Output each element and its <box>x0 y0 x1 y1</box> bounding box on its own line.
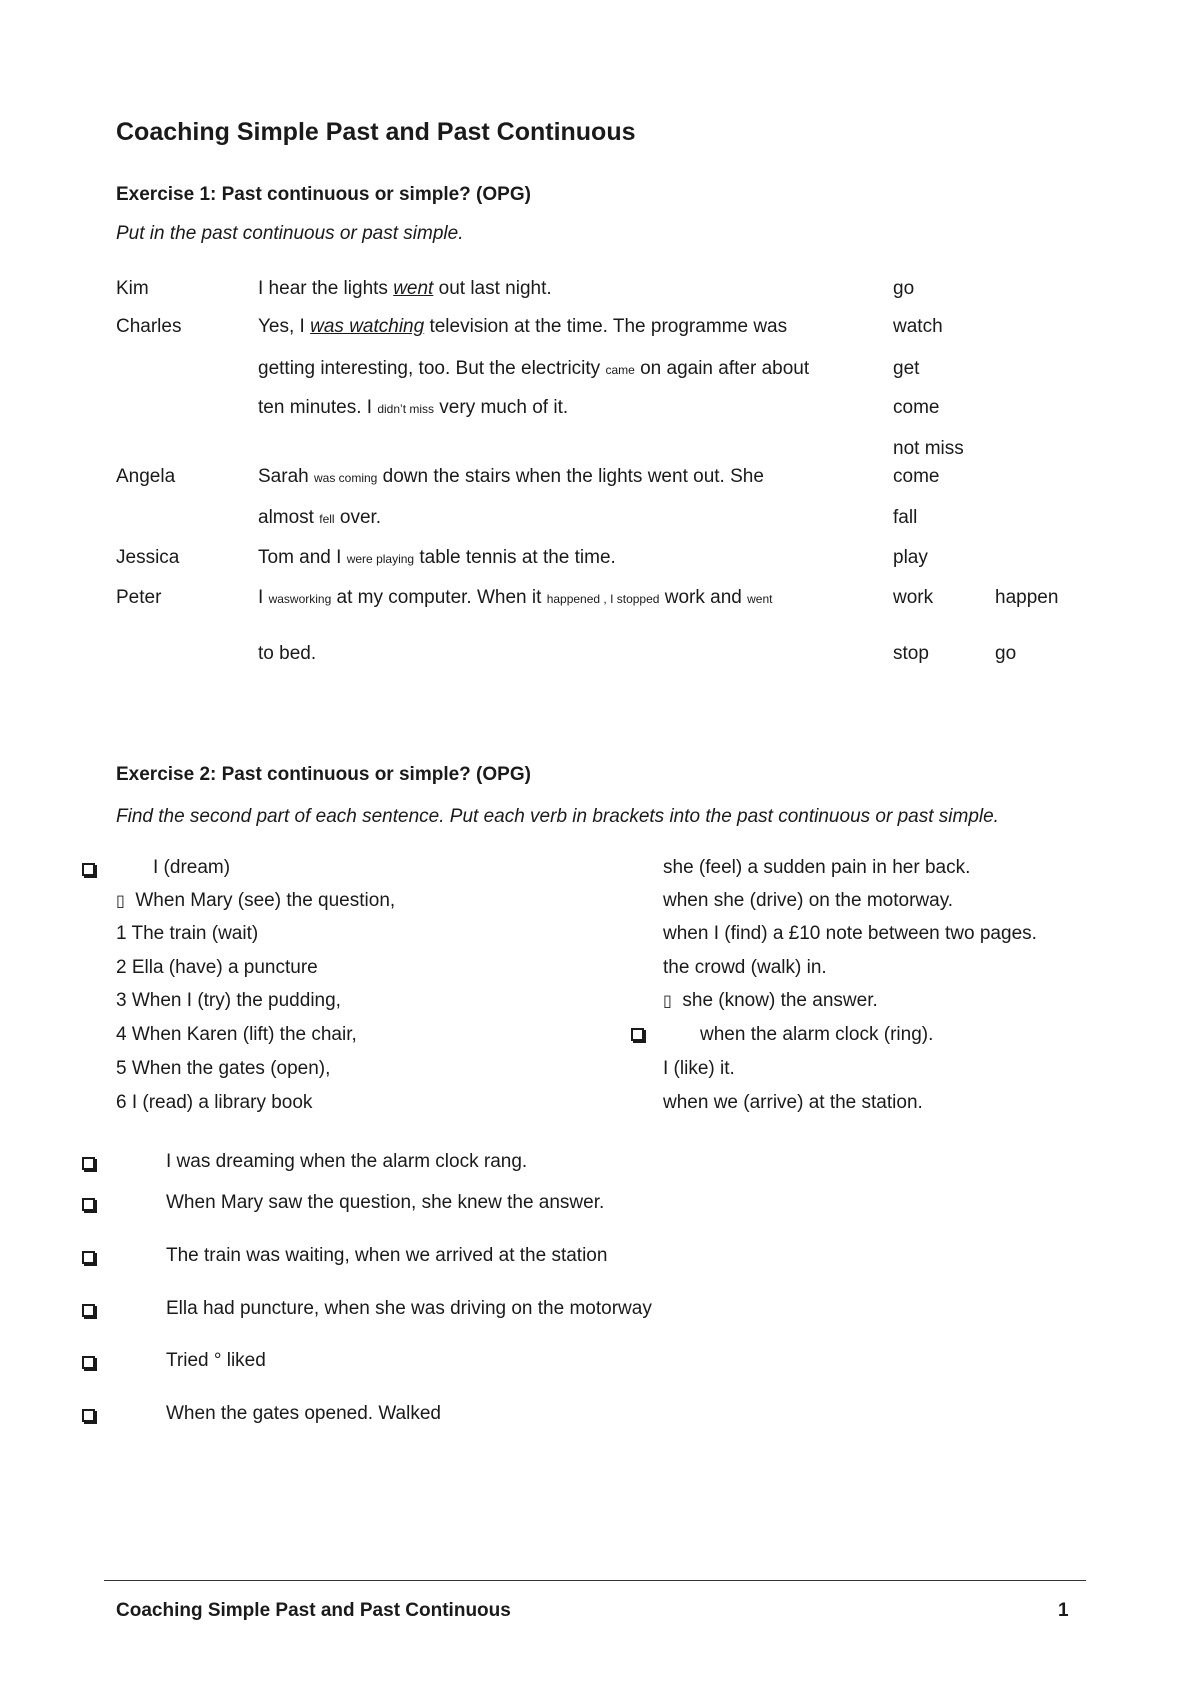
answer-text: came <box>605 363 635 377</box>
line-angela-1: Sarah was coming down the stairs when the lights went out. She <box>258 466 764 487</box>
checkbox-icon <box>82 1409 95 1422</box>
checkbox-icon <box>82 1304 95 1317</box>
sentence-start: ▯ When Mary (see) the question, <box>116 890 396 911</box>
verb-hint: happen <box>995 587 1059 608</box>
answer-text: fell <box>319 512 335 526</box>
sentence-start: 2 Ella (have) a puncture <box>116 957 318 978</box>
answer-text: didn’t miss <box>377 402 435 416</box>
verb-hint: come <box>893 466 940 487</box>
sentence-end: when she (drive) on the motorway. <box>663 890 954 911</box>
line-charles-1: Yes, I was watching television at the time. The programme was <box>258 316 788 337</box>
answer-blank: was watching <box>310 316 425 337</box>
speaker-jessica: Jessica <box>116 547 180 568</box>
sentence-end: ▯ she (know) the answer. <box>663 990 878 1011</box>
answer-text: were playing <box>346 552 415 566</box>
sentence-end: when I (find) a £10 note between two pages. <box>663 923 1037 944</box>
checkbox-icon <box>82 1157 95 1170</box>
verb-hint: play <box>893 547 928 568</box>
sentence-start: 6 I (read) a library book <box>116 1092 313 1113</box>
sentence-end: when the alarm clock (ring). <box>700 1024 934 1045</box>
sentence-end: when we (arrive) at the station. <box>663 1092 923 1113</box>
page-title: Coaching Simple Past and Past Continuous <box>116 118 636 146</box>
checkbox-icon <box>631 1028 644 1041</box>
verb-hint: watch <box>893 316 943 337</box>
checkbox-icon <box>82 1251 95 1264</box>
exercise2-instruction: Find the second part of each sentence. Put each verb in brackets into the past continuous or past simple. <box>116 806 999 827</box>
line-peter-1: I wasworking at my computer. When it happened , I stopped work and went <box>258 587 773 608</box>
verb-hint: work <box>893 587 934 608</box>
speaker-charles: Charles <box>116 316 182 337</box>
answer-line: When the gates opened. Walked <box>166 1403 441 1424</box>
line-jessica: Tom and I were playing table tennis at the time. <box>258 547 616 568</box>
line-angela-2: almost fell over. <box>258 507 382 528</box>
sentence-start: 1 The train (wait) <box>116 923 259 944</box>
sentence-end: I (like) it. <box>663 1058 735 1079</box>
verb-hint: go <box>995 643 1017 664</box>
missing-glyph-icon: ▯ <box>663 993 672 1010</box>
checkbox-icon <box>82 1198 95 1211</box>
sentence-start: I (dream) <box>153 857 231 878</box>
exercise2-heading: Exercise 2: Past continuous or simple? (OPG) <box>116 764 531 785</box>
exercise1-heading: Exercise 1: Past continuous or simple? (OPG) <box>116 184 531 205</box>
answer-line: Ella had puncture, when she was driving on the motorway <box>166 1298 652 1319</box>
sentence-start: 3 When I (try) the pudding, <box>116 990 341 1011</box>
speaker-kim: Kim <box>116 278 149 299</box>
line-kim: I hear the lights went out last night. <box>258 278 552 299</box>
speaker-peter: Peter <box>116 587 162 608</box>
verb-hint: get <box>893 358 920 379</box>
sentence-start: 5 When the gates (open), <box>116 1058 331 1079</box>
verb-hint: stop <box>893 643 929 664</box>
answer-blank: went <box>393 278 434 299</box>
verb-hint: come <box>893 397 940 418</box>
answer-text: went <box>747 592 773 606</box>
exercise1-instruction: Put in the past continuous or past simple. <box>116 223 464 244</box>
answer-text: happened <box>546 592 601 606</box>
answer-line: When Mary saw the question, she knew the answer. <box>166 1192 605 1213</box>
footer-title: Coaching Simple Past and Past Continuous <box>116 1600 511 1621</box>
checkbox-icon <box>82 863 95 876</box>
answer-line: I was dreaming when the alarm clock rang. <box>166 1151 528 1172</box>
footer-divider <box>104 1580 1086 1581</box>
verb-hint: fall <box>893 507 918 528</box>
answer-line: The train was waiting, when we arrived at the station <box>166 1245 608 1266</box>
line-charles-3: ten minutes. I didn’t miss very much of it. <box>258 397 569 418</box>
line-peter-2: to bed. <box>258 643 317 664</box>
verb-hint: not miss <box>893 438 964 459</box>
answer-text: wasworking <box>268 592 332 606</box>
answer-text: was coming <box>313 471 378 485</box>
line-charles-2: getting interesting, too. But the electricity came on again after about <box>258 358 810 379</box>
verb-hint: go <box>893 278 915 299</box>
checkbox-icon <box>82 1356 95 1369</box>
speaker-angela: Angela <box>116 466 176 487</box>
page-number: 1 <box>1058 1600 1069 1621</box>
missing-glyph-icon: ▯ <box>116 893 125 910</box>
answer-text: stopped <box>616 592 660 606</box>
sentence-start: 4 When Karen (lift) the chair, <box>116 1024 357 1045</box>
sentence-end: she (feel) a sudden pain in her back. <box>663 857 971 878</box>
sentence-end: the crowd (walk) in. <box>663 957 827 978</box>
answer-line: Tried ° liked <box>166 1350 266 1371</box>
